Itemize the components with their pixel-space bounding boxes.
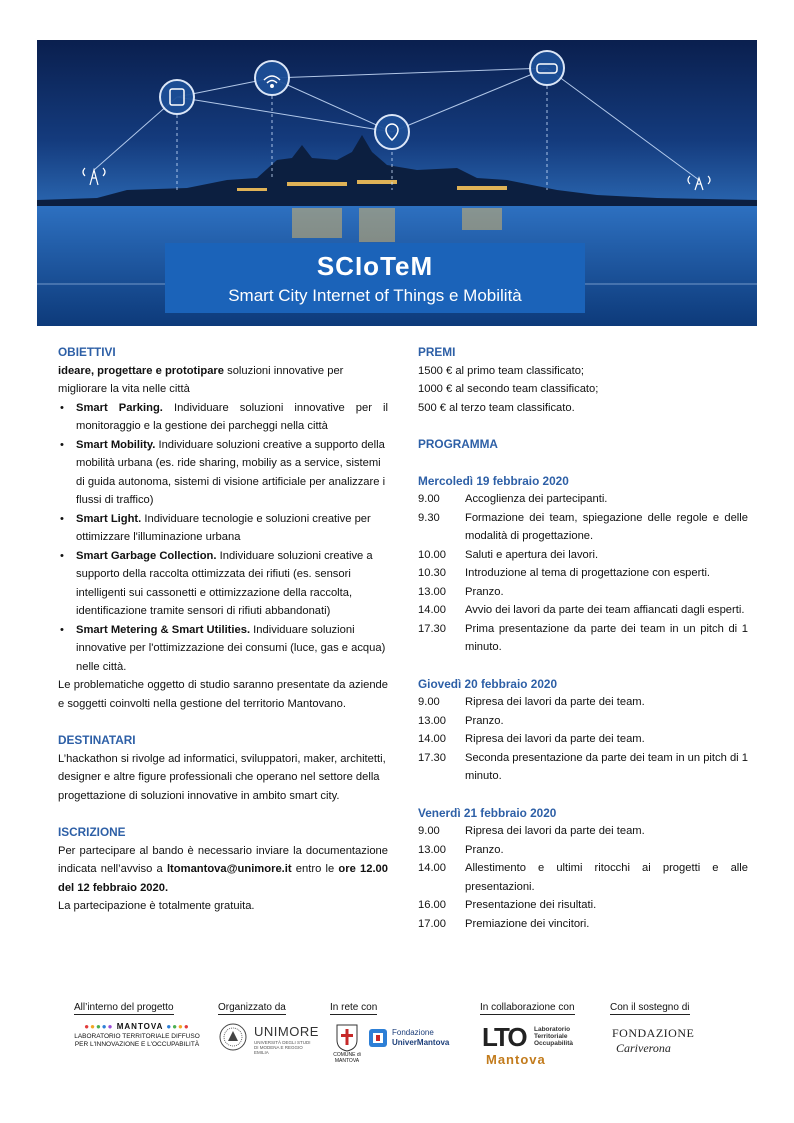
item-text: Individuare tecnologie e soluzioni creative per ottimizzare l'illuminazione urbana [76,512,371,543]
cariverona-logo [612,1026,712,1056]
comune-mantova-logo [332,1024,362,1064]
schedule-row [418,859,748,896]
item-text: Individuare soluzioni creative a supporto della mobilità urbana (es. ride sharing, mobiliy as a service, sistemi di guida autonoma, sistemi di visione artificiale per analizzare i flussi di traffico) [76,438,386,506]
schedule-time: 14.00 [418,862,446,874]
sponsors-footer [60,1002,740,1102]
fondazione-univermantova-logo [368,1026,468,1050]
day-title: Venerdì 21 febbraio 2020 [418,805,557,820]
schedule-text: Seconda presentazione da parte dei team in un pitch di 1 minuto. [465,751,748,782]
schedule-row [418,546,748,565]
schedule-row [418,583,748,602]
premi-line: 1000 € al secondo team classificato; [418,383,599,395]
lto-mantova: Mantova [486,1052,546,1067]
schedule-time: 9.00 [418,825,440,837]
schedule-row [418,509,748,546]
iscrizione-note: La partecipazione è totalmente gratuita. [58,900,255,912]
schedule-row [418,712,748,731]
schedule-text: Ripresa dei lavori da parte dei team. [465,733,645,745]
schedule-row [418,822,748,841]
schedule-time: 17.30 [418,751,446,764]
schedule-time: 13.00 [418,714,446,727]
list-item [76,510,388,547]
schedule-time: 14.00 [418,733,446,745]
schedule-time: 10.30 [418,567,446,579]
schedule-text: Pranzo. [465,843,504,856]
schedule-row [418,915,748,934]
schedule-text: Introduzione al tema di progettazione con esperti. [465,567,711,579]
premi-line: 500 € al terzo team classificato. [418,401,575,414]
schedule-row [418,601,748,620]
premi-line: 1500 € al primo team classificato; [418,364,585,377]
obiettivi-intro-bold: ideare, progettare e prototipare [58,364,224,377]
schedule-time: 13.00 [418,843,446,856]
cariverona-line2: Cariverona [616,1041,671,1055]
schedule-text: Ripresa dei lavori da parte dei team. [465,825,645,837]
schedule-text: Pranzo. [465,585,504,598]
item-title: Smart Parking. [76,401,163,414]
obiettivi-intro-text: soluzioni innovative per migliorare la vita nelle città [58,364,344,395]
lto-mantova-logo [482,1022,592,1068]
schedule-time: 16.00 [418,899,446,911]
obiettivi-heading: OBIETTIVI [58,345,116,359]
schedule-time: 9.00 [418,696,440,708]
schedule-row [418,749,748,786]
iscrizione-heading: ISCRIZIONE [58,825,126,839]
obiettivi-list [58,399,388,677]
item-title: Smart Light. [76,512,142,525]
schedule-time: 9.30 [418,511,440,524]
item-title: Smart Metering & Smart Utilities. [76,623,251,636]
obiettivi-closing: Le problematiche oggetto di studio saranno presentate da aziende e soggetti coinvolti nella gestione del territorio Mantovano. [58,679,388,710]
item-text: Individuare soluzioni innovative per l'ottimizzazione dei consumi (luce, gas e acqua) nelle città. [76,623,386,673]
schedule-text: Accoglienza dei partecipanti. [465,493,608,505]
obiettivi-intro [58,362,388,399]
schedule-text: Avvio dei lavori da parte dei team affiancati dagli esperti. [465,604,745,616]
schedule-text: Presentazione dei risultati. [465,899,597,911]
schedule-row [418,564,748,583]
list-item [76,399,388,436]
schedule-time: 17.30 [418,622,446,635]
event-title: SCIoTeM [316,251,434,281]
schedule-text: Prima presentazione da parte dei team in un pitch di 1 minuto. [465,622,748,653]
schedule-row [418,841,748,860]
day-title: Mercoledì 19 febbraio 2020 [418,473,569,488]
destinatari-text: L’hackathon si rivolge ad informatici, sviluppatori, maker, architetti, designer e altre figure professionali che operano nel settore della progettazione di soluzioni innovative in ambito smart city. [58,752,386,802]
unimore-sub: UNIVERSITÀ DEGLI STUDI DI MODENA E REGGIO EMILIA [254,1040,311,1055]
footer-label-progetto: All’interno del progetto [74,1002,174,1013]
item-title: Smart Garbage Collection. [76,549,217,562]
item-text: Individuare soluzioni innovative per il monitoraggio e la gestione dei parcheggi nella città [76,401,388,432]
header-banner [37,40,757,326]
schedule-text: Saluti e apertura dei lavori. [465,548,599,561]
schedule-time: 9.00 [418,493,440,505]
schedule-row [418,896,748,915]
schedule-text: Allestimento e ultimi ritocchi ai progetti e alle presentazioni. [465,862,748,893]
mantova-lab-logo: ●●●●● MANTOVA ●●●● LABORATORIO TERRITORIALE DIFFUSO PER L'INNOVAZIONE E L'OCCUPABILITÀ [72,1022,202,1049]
iscrizione-text [58,842,388,898]
list-item [76,436,388,510]
unimore-seal-icon [218,1022,248,1052]
schedule-row [418,693,748,712]
cariverona-line1: FONDAZIONE [612,1026,695,1040]
iscrizione-text-2: entro le [291,863,339,875]
lto-text: Laboratorio Territoriale Occupabilità [534,1026,574,1047]
schedule-text: Pranzo. [465,714,504,727]
unimore-logo [218,1022,318,1056]
footer-label-rete: In rete con [330,1002,378,1013]
footer-label-organizzato: Organizzato da [218,1002,286,1013]
schedule-row [418,730,748,749]
mantova-logo-name: MANTOVA [116,1022,164,1031]
footer-label-sostegno: Con il sostegno di [610,1002,690,1013]
destinatari-heading: DESTINATARI [58,733,136,747]
email-link[interactable]: ltomantova@unimore.it [166,863,292,875]
comune-shield-icon [336,1024,358,1052]
footer-label-collaborazione: In collaborazione con [480,1002,575,1013]
unimore-name: UNIMORE [254,1024,319,1039]
univermantova-line1: Fondazione [392,1028,434,1037]
left-column [58,343,388,916]
schedule-row [418,620,748,657]
univermantova-line2: UniverMantova [392,1038,450,1047]
lto-letters: LTO [482,1022,526,1052]
list-item [76,547,388,621]
schedule-time: 10.00 [418,548,446,561]
item-title: Smart Mobility. [76,438,156,451]
schedule-time: 17.00 [418,917,446,930]
premi-heading: PREMI [418,345,456,359]
mantova-logo-sub: LABORATORIO TERRITORIALE DIFFUSO PER L'INNOVAZIONE E L'OCCUPABILITÀ [74,1033,200,1048]
schedule-text: Formazione dei team, spiegazione delle regole e delle modalità di progettazione. [465,511,748,542]
item-text: Individuare soluzioni creative a supporto della raccolta ottimizzata dei rifiuti (es. sensori intelligenti sui cassonetti e ottimizzazione della raccolta, identificazione tramite sensori di rifiuti abbandonati) [76,549,373,617]
deadline: ore 12.00 del 12 febbraio 2020. [58,863,388,894]
schedule-time: 13.00 [418,585,446,598]
iscrizione-text-1: Per partecipare al bando è necessario inviare la documentazione indicata nell’avviso a [58,844,388,875]
right-column [418,343,748,933]
schedule-text: Premiazione dei vincitori. [465,917,590,930]
schedule-row [418,490,748,509]
day-title: Giovedì 20 febbraio 2020 [418,676,557,691]
event-subtitle: Smart City Internet of Things e Mobilità [228,286,522,305]
title-banner [165,243,585,313]
schedule-time: 14.00 [418,604,446,616]
programma-heading: PROGRAMMA [418,437,498,451]
list-item [76,621,388,677]
comune-name: COMUNE di MANTOVA [333,1052,361,1064]
schedule-text: Ripresa dei lavori da parte dei team. [465,696,645,708]
univermantova-icon [368,1028,388,1048]
